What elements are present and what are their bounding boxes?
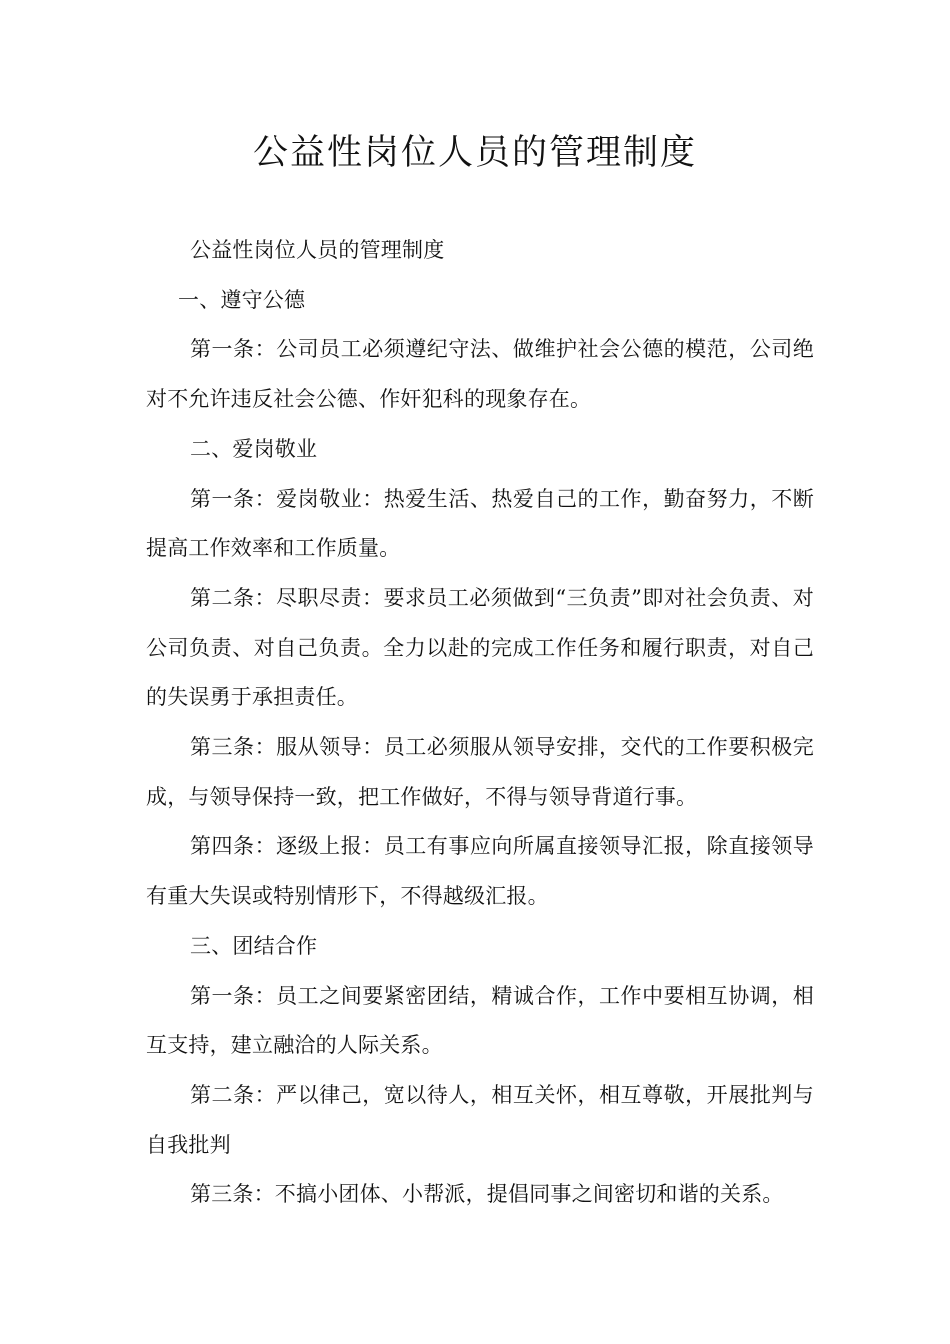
paragraph: 第三条：不搞小团体、小帮派，提倡同事之间密切和谐的关系。 (190, 1182, 784, 1207)
section-heading-1: 一、遵守公德 (178, 287, 306, 312)
paragraph: 第一条：公司员工必须遵纪守法、做维护社会公德的模范，公司绝对不允许违反社会公德、作奸犯科的现象存在。 (146, 337, 814, 412)
paragraph: 第三条：服从领导：员工必须服从领导安排，交代的工作要积极完成，与领导保持一致，把工作做好，不得与领导背道行事。 (146, 735, 814, 809)
paragraph: 第二条：尽职尽责：要求员工必须做到“三负责”即对社会负责、对公司负责、对自己负责。全力以赴的完成工作任务和履行职责，对自己的失误勇于承担责任。 (146, 585, 814, 710)
paragraph: 第一条：员工之间要紧密团结，精诚合作，工作中要相互协调，相互支持，建立融洽的人际关系。 (146, 983, 814, 1058)
paragraph: 第四条：逐级上报：员工有事应向所属直接领导汇报，除直接领导有重大失误或特别情形下，不得越级汇报。 (146, 834, 814, 909)
section-heading-3: 三、团结合作 (190, 933, 318, 958)
paragraph-subtitle: 公益性岗位人员的管理制度 (190, 238, 445, 262)
paragraph: 第一条：爱岗敬业：热爱生活、热爱自己的工作，勤奋努力，不断提高工作效率和工作质量。 (146, 486, 814, 561)
paragraph: 第二条：严以律己，宽以待人，相互关怀，相互尊敬，开展批判与自我批判 (146, 1082, 814, 1157)
section-heading-2: 二、爱岗敬业 (190, 436, 318, 461)
document-title: 公益性岗位人员的管理制度 (252, 133, 697, 173)
document-body (146, 226, 814, 1220)
